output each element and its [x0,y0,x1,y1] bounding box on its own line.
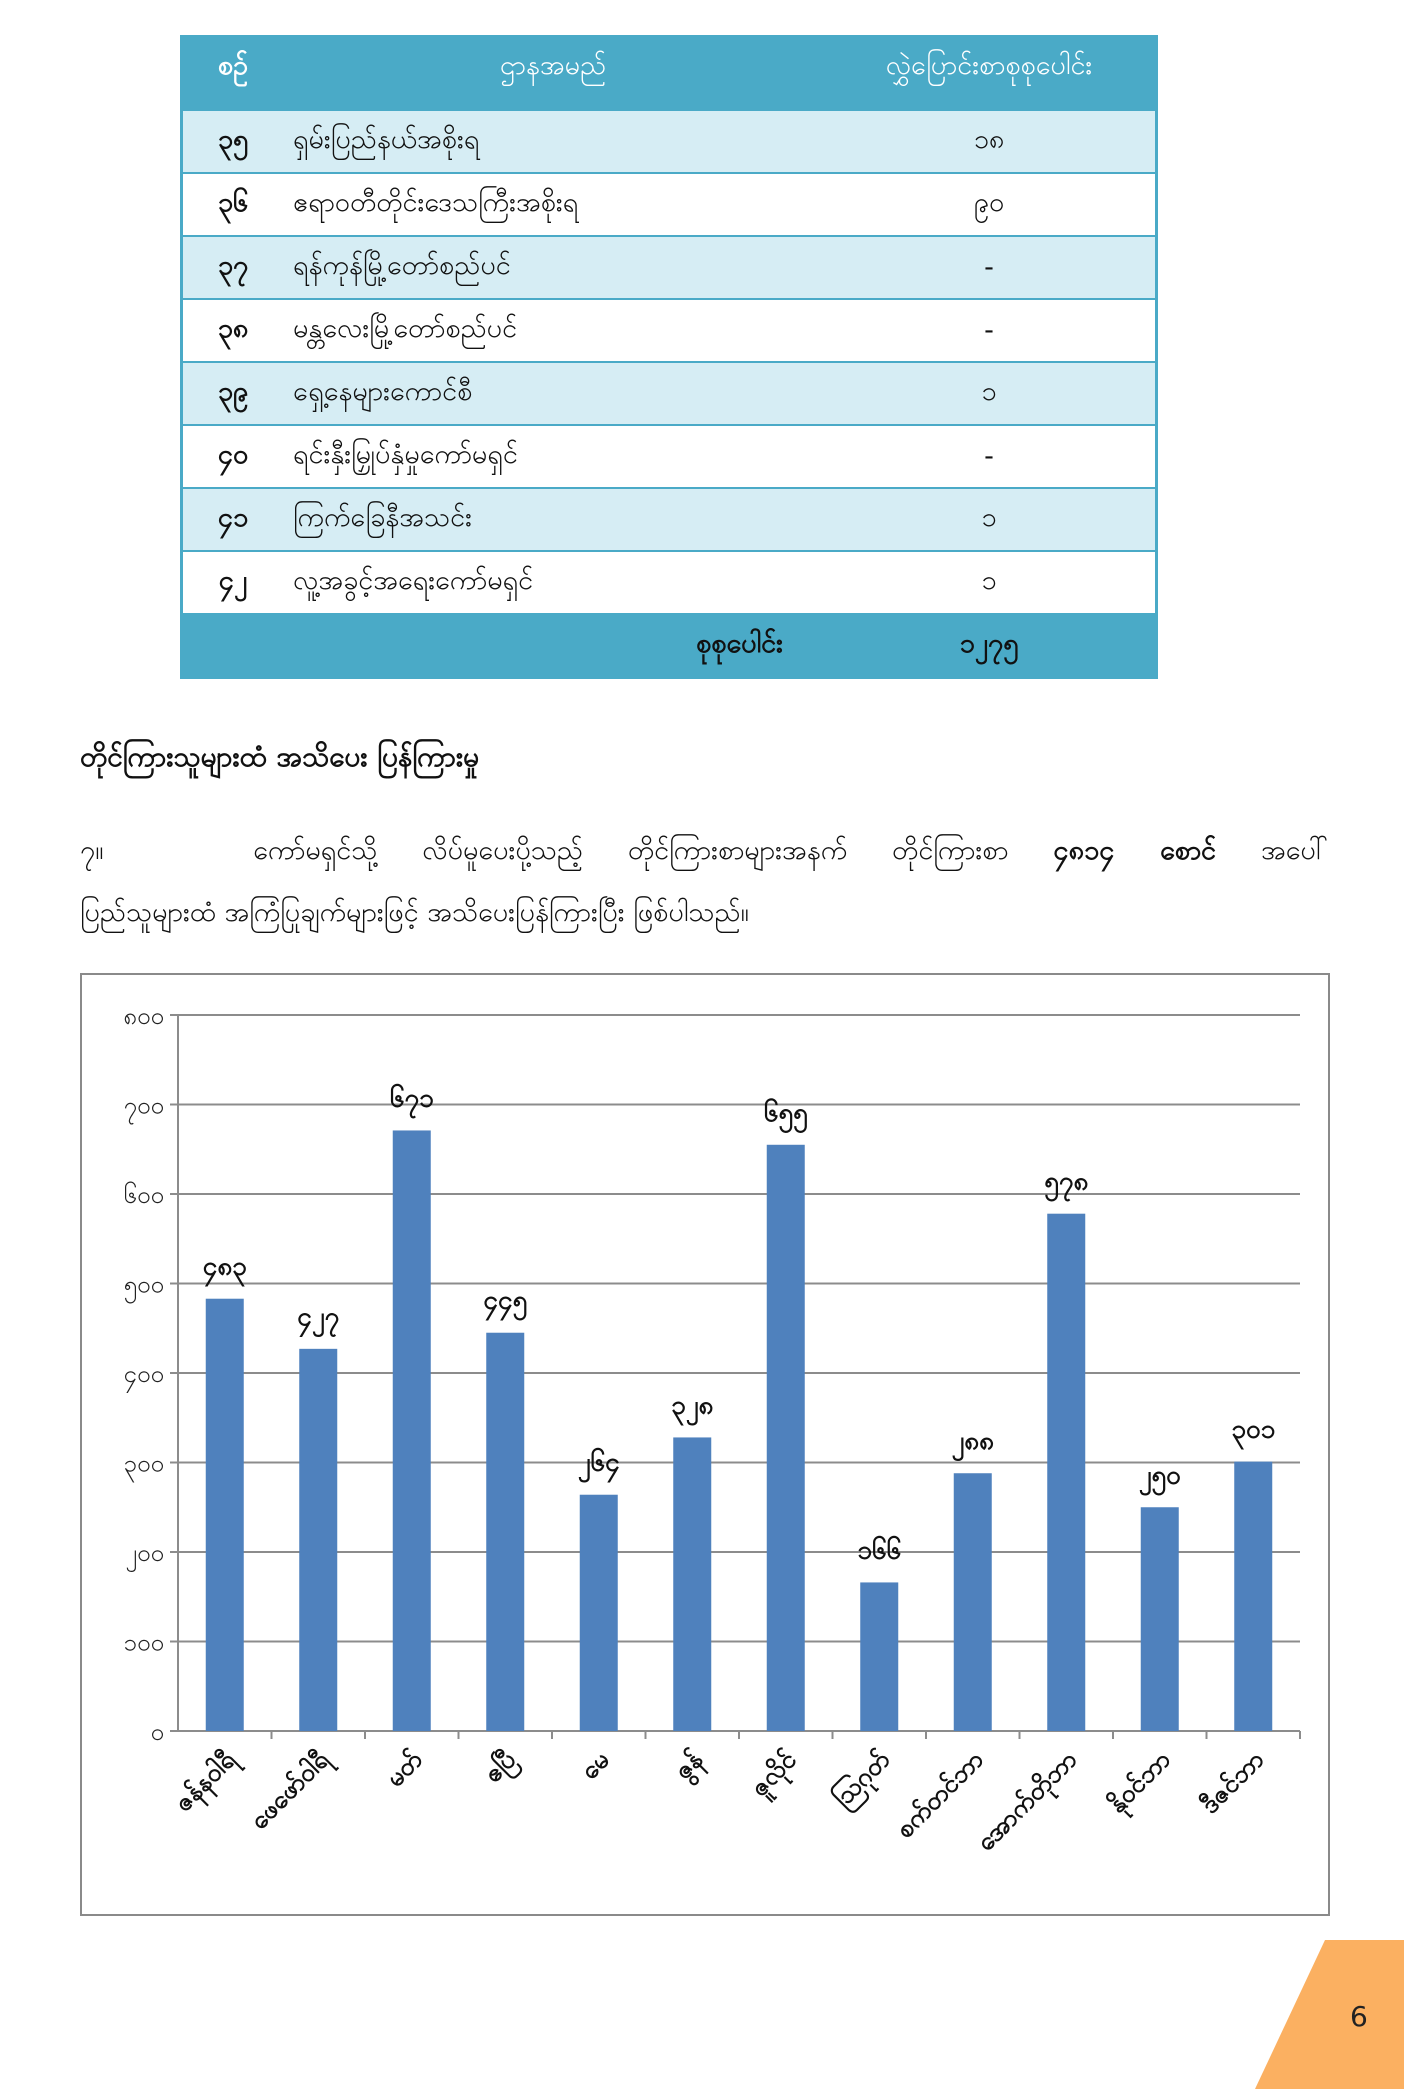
data-label: ၆၇၁ [389,1083,434,1114]
bar [1047,1214,1085,1731]
y-tick-label: ၇၀၀ [123,1091,164,1120]
x-tick-label: ဇွန် [668,1744,709,1785]
chart-container [80,973,1330,1916]
table-header-row [182,37,1157,111]
paragraph-bold-count: ၄၈၁၄ စောင် [1053,835,1217,866]
row-count: ၁ [823,551,1157,614]
row-count: - [823,425,1157,488]
row-number: ၃၇ [182,236,284,299]
x-tick-label: နိုဝင်ဘာ [1102,1744,1176,1819]
y-tick-label: ၂၀၀ [125,1539,164,1567]
bar [580,1495,618,1731]
row-number: ၃၉ [182,362,284,425]
data-label: ၄၈၃ [202,1251,247,1282]
data-label: ၂၅၀ [1138,1460,1181,1491]
table-row [182,551,1157,614]
total-label: စုစုပေါင်း [283,614,823,678]
x-tick-label: ဖေဖော်ဝါရီ [244,1744,335,1836]
x-tick-label: အောက်တိုဘာ [970,1744,1083,1857]
row-department: ရှမ်းပြည်နယ်အစိုးရ [283,110,823,173]
row-department: ရှေ့နေများကောင်စီ [283,362,823,425]
bar [486,1333,524,1731]
table-row [182,488,1157,551]
row-number: ၃၈ [182,299,284,362]
data-label: ၆၅၅ [763,1097,808,1128]
y-tick-label: ၄၀၀ [123,1360,164,1388]
x-tick-label: မတ် [380,1744,428,1793]
bar [954,1473,992,1731]
paragraph-text-2: အပေါ် [1260,835,1328,866]
row-number: ၄၀ [182,425,284,488]
row-number: ၃၅ [182,110,284,173]
data-label: ၂၆၄ [577,1447,620,1478]
row-number: ၄၁ [182,488,284,551]
x-tick-label: မေ [574,1744,615,1785]
y-tick-label: ၈၀၀ [123,1002,164,1030]
row-number: ၄၂ [182,551,284,614]
row-department: လူ့အခွင့်အရေးကော်မရှင် [283,551,823,614]
header-no: စဉ် [182,37,284,111]
paragraph [80,820,1328,944]
page-corner-decoration [1255,1940,1404,2089]
table-row [182,236,1157,299]
y-tick-label: ၀ [150,1718,164,1746]
row-number: ၃၆ [182,173,284,236]
x-tick-label: ဇန်နဝါရီ [168,1744,241,1818]
bar [393,1130,431,1731]
y-tick-label: ၁၀၀ [123,1628,164,1657]
table-row [182,110,1157,173]
row-count: ၁၈ [823,110,1157,173]
table-total-row [182,614,1157,678]
row-count: - [823,299,1157,362]
monthly-bar-chart [82,975,1328,1914]
row-count: ၁ [823,488,1157,551]
page-number: 6 [1350,2000,1368,2033]
table-row [182,299,1157,362]
data-label: ၄၂၇ [297,1301,340,1332]
row-department: ကြက်ခြေနီအသင်း [283,488,823,551]
bar [673,1437,711,1731]
x-tick-label: ဒီဇင်ဘာ [1195,1744,1270,1820]
bar [767,1145,805,1731]
header-transfer-total: လွှဲပြောင်းစာစုစုပေါင်း [823,37,1157,111]
x-tick-label: ဩဂုတ် [827,1744,896,1813]
total-blank [182,614,284,678]
data-label: ၃၀၁ [1231,1414,1276,1445]
data-label: ၅၇၈ [1044,1166,1089,1197]
total-value: ၁၂၇၅ [823,614,1157,678]
section-heading: တိုင်ကြားသူများထံ အသိပေး ပြန်ကြားမှု [80,740,480,773]
row-department: ဧရာဝတီတိုင်းဒေသကြီးအစိုးရ [283,173,823,236]
row-count: - [823,236,1157,299]
row-department: မန္တလေးမြို့တော်စည်ပင် [283,299,823,362]
department-table [180,35,1158,679]
y-tick-label: ၆၀၀ [123,1181,164,1209]
data-label: ၃၂၈ [671,1390,714,1421]
x-tick-label: ဧပြီ [477,1744,522,1789]
data-label: ၁၆၆ [857,1535,902,1566]
bar [1141,1507,1179,1731]
row-count: ၉၀ [823,173,1157,236]
bar [860,1582,898,1731]
row-department: ရန်ကုန်မြို့တော်စည်ပင် [283,236,823,299]
table-row [182,173,1157,236]
row-count: ၁ [823,362,1157,425]
data-label: ၂၈၈ [951,1426,994,1457]
table-row [182,362,1157,425]
x-tick-label: ဇူလိုင် [744,1744,802,1803]
row-department: ရင်းနှီးမြှုပ်နှံမှုကော်မရှင် [283,425,823,488]
paragraph-text-1: ကော်မရှင်သို့ လိပ်မူပေးပို့သည့် တိုင်ကြားစာများအနက် တိုင်ကြားစာ [253,835,1009,866]
y-tick-label: ၅၀၀ [123,1270,164,1299]
bar [299,1349,337,1731]
y-tick-label: ၃၀၀ [123,1449,164,1478]
header-dept-name: ဌာနအမည် [283,37,823,111]
table-row [182,425,1157,488]
paragraph-line-2: ပြည်သူများထံ အကြံပြုချက်များဖြင့် အသိပေးပြန်ကြားပြီး ဖြစ်ပါသည်။ [80,897,749,928]
bar [1234,1462,1272,1731]
x-tick-label: စက်တင်ဘာ [889,1744,989,1844]
data-label: ၄၄၅ [483,1285,528,1316]
bar [206,1299,244,1731]
paragraph-number: ၇။ [80,835,104,866]
